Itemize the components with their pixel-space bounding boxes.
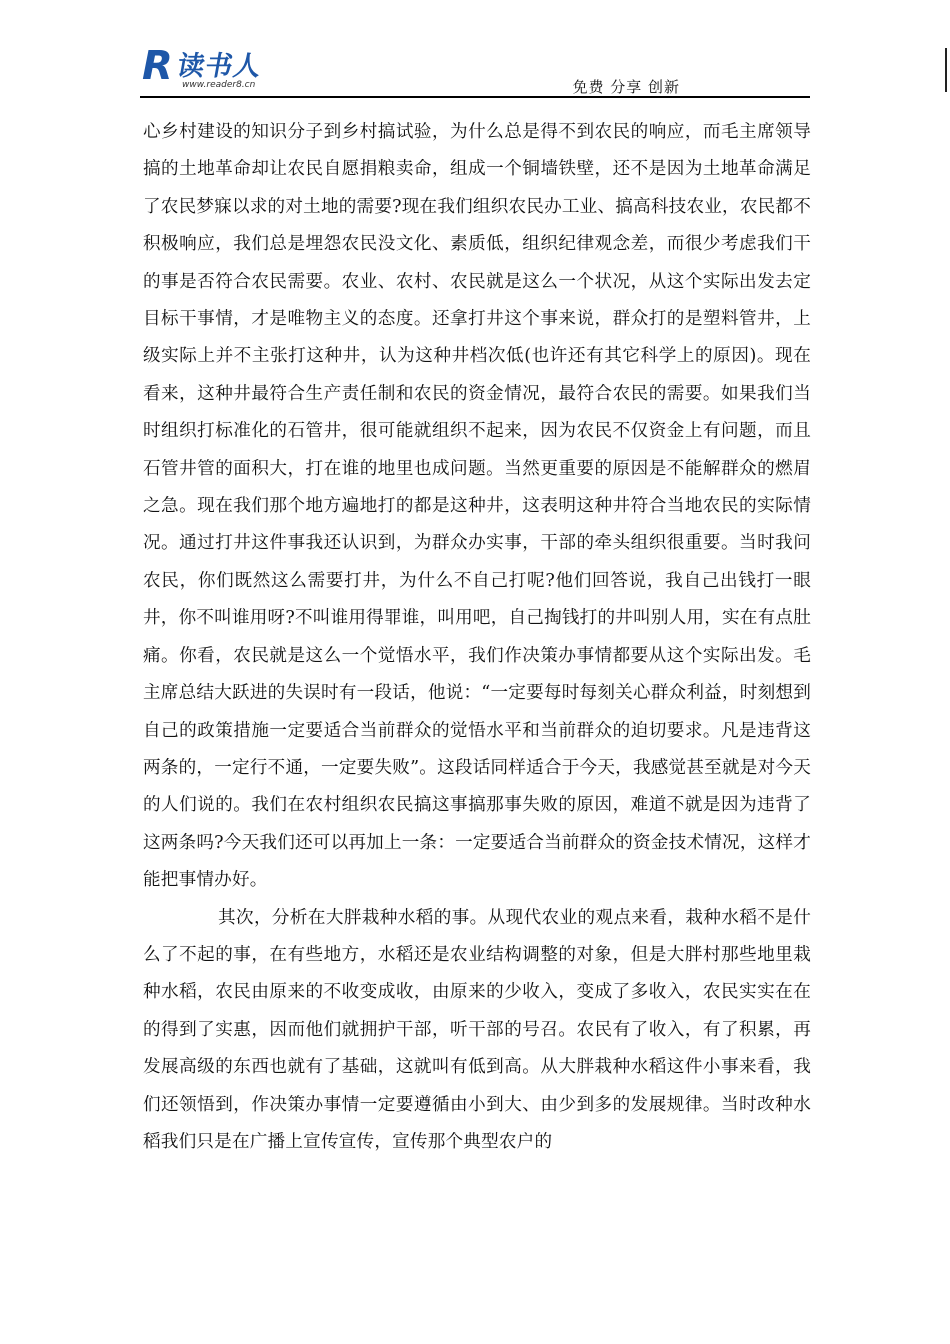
page-header (140, 38, 810, 98)
logo-letter: R (142, 43, 173, 89)
reader8-logo[interactable] (140, 38, 290, 96)
paragraph: 心乡村建设的知识分子到乡村搞试验，为什么总是得不到农民的响应，而毛主席领导搞的土地革命却让农民自愿捐粮卖命，组成一个铜墙铁壁，还不是因为土地革命满足了农民梦寐以求的对土地的需要?现在我们组织农民办工业、搞高科技农业，农民都不积极响应，我们总是埋怨农民没文化、素质低，组织纪律观念差，而很少考虑我们干的事是否符合农民需要。农业、农村、农民就是这么一个状况，从这个实际出发去定目标干事情，才是唯物主义的态度。还拿打井这个事来说，群众打的是塑料管井，上级实际上并不主张打这种井，认为这种井档次低(也许还有其它科学上的原因)。现在看来，这种井最符合生产责任制和农民的资金情况，最符合农民的需要。如果我们当时组织打标准化的石管井，很可能就组织不起来，因为农民不仅资金上有问题，而且石管井管的面积大，打在谁的地里也成问题。当然更重要的原因是不能解群众的燃眉之急。现在我们那个地方遍地打的都是这种井，这表明这种井符合当地农民的实际情况。通过打井这件事我还认识到，为群众办实事，干部的牵头组织很重要。当时我问农民，你们既然这么需要打井，为什么不自己打呢?他们回答说，我自己出钱打一眼井，你不叫谁用呀?不叫谁用得罪谁，叫用吧，自己掏钱打的井叫别人用，实在有点肚痛。你看，农民就是这么一个觉悟水平，我们作决策办事情都要从这个实际出发。毛主席总结大跃进的失误时有一段话，他说：“一定要每时每刻关心群众利益，时刻想到自己的政策措施一定要适合当前群众的觉悟水平和当前群众的迫切要求。凡是违背这两条的，一定行不通，一定要失败”。这段话同样适合于今天，我感觉甚至就是对今天的人们说的。我们在农村组织农民搞这事搞那事失败的原因，难道不就是因为违背了这两条吗?今天我们还可以再加上一条：一定要适合当前群众的资金技术情况，这样才能把事情办好。 (143, 122, 812, 891)
logo-name: 读书人 (174, 51, 265, 82)
logo-url: www.reader8.cn (182, 80, 256, 90)
header-slogan: 免费 分享 创新 (572, 78, 680, 96)
document-body (143, 114, 811, 1161)
paragraph: 其次，分析在大胖栽种水稻的事。从现代农业的观点来看，栽种水稻不是什么了不起的事，在有些地方，水稻还是农业结构调整的对象，但是大胖村那些地里栽种水稻，农民由原来的不收变成收，由原来的少收入，变成了多收入，农民实实在在的得到了实惠，因而他们就拥护干部，听干部的号召。农民有了收入，有了积累，再发展高级的东西也就有了基础，这就叫有低到高。从大胖栽种水稻这件小事来看，我们还领悟到，作决策办事情一定要遵循由小到大、由少到多的发展规律。当时改种水稻我们只是在广播上宣传宣传，宣传那个典型农户的 (143, 907, 811, 1152)
header-divider (140, 96, 810, 98)
page-edge-mark (945, 48, 947, 92)
